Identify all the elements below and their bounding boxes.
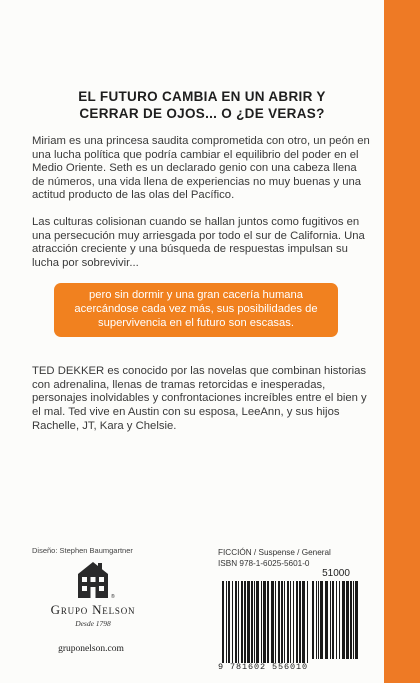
isbn-barcode-bars xyxy=(222,581,310,663)
headline-line-1: EL FUTURO CAMBIA EN UN ABRIR Y xyxy=(78,89,326,104)
cover-text-block xyxy=(32,88,372,446)
barcode xyxy=(218,568,364,674)
author-bio: TED DEKKER es conocido por las novelas que combinan historias con adrenalina, llenas de tramas retorcidas e inesperadas, personajes inolvidables y confrontaciones increíbles entre el bien y el mal. Ted vive en Austin con su esposa, LeeAnn, y sus hijos Rachelle, JT, Kara y Chelsie. xyxy=(32,365,367,432)
design-credit: Diseño: Stephen Baumgartner xyxy=(32,546,133,555)
barcode-digits: 9 781602 556010 xyxy=(218,662,309,672)
book-metadata xyxy=(218,548,331,569)
publisher-logo xyxy=(38,560,148,628)
synopsis-paragraph-1: Miriam es una princesa saudita comprometida con otro, un peón en una lucha política que podría cambiar el equilibrio del poder en el Medio Oriente. Seth es un declarado genio con una cabeza llena de números, una vida llena de experiencias no muy buenas y una actitud producto de las olas del Pacífico. xyxy=(32,135,370,202)
publisher-since: Desde 1798 xyxy=(75,619,111,628)
cover-spine xyxy=(384,0,420,683)
price-barcode-bars xyxy=(312,581,360,659)
publisher-name: Grupo Nelson xyxy=(50,602,136,617)
price-code: 51000 xyxy=(322,568,350,579)
headline-line-2: CERRAR DE OJOS... O ¿DE VERAS? xyxy=(79,106,325,121)
headline xyxy=(32,88,372,122)
book-isbn: ISBN 978-1-6025-5601-0 xyxy=(218,558,310,568)
synopsis-paragraph-2: Las culturas colisionan cuando se hallan juntos como fugitivos en una persecución muy arriesgada por todo el sur de California. Una atracción creciente y una búsqueda de respuestas impulsan su lucha por sobrevivir... xyxy=(32,215,365,269)
book-category: FICCIÓN / Suspense / General xyxy=(218,548,331,557)
callout-box: pero sin dormir y una gran cacería humana acercándose cada vez más, sus posibilidades de supervivencia en el futuro son escasas. xyxy=(54,283,338,337)
trademark-mark: ® xyxy=(111,594,115,600)
publisher-url: gruponelson.com xyxy=(58,644,124,654)
house-icon xyxy=(72,560,114,600)
